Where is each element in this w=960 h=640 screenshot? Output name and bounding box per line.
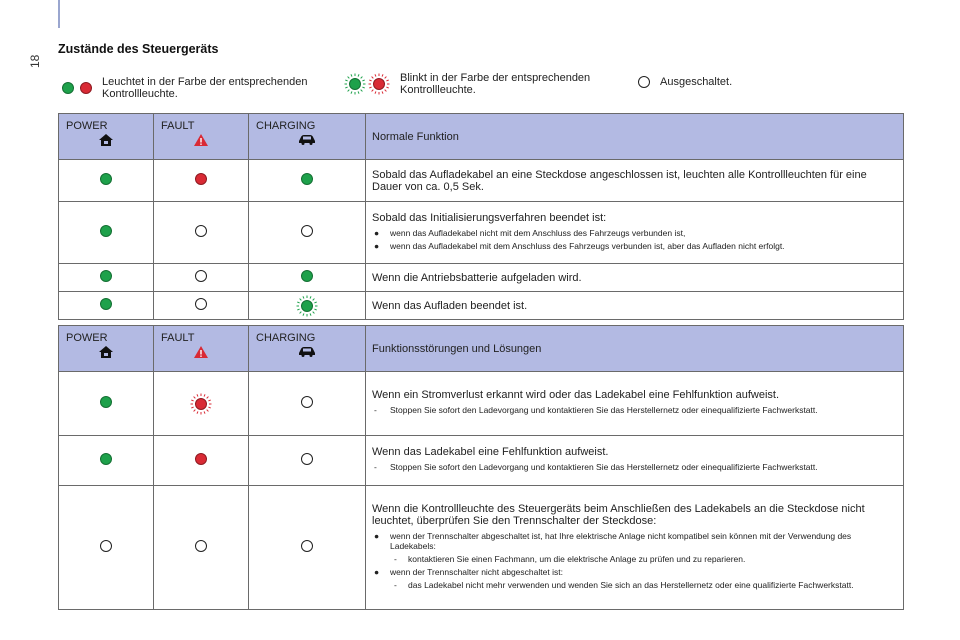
table-row <box>59 160 904 202</box>
table-row <box>59 372 904 436</box>
bullet-item <box>372 405 895 415</box>
green-lamp-icon <box>301 270 313 282</box>
bullet-text: das Ladekabel nicht mehr verwenden und wenden Sie sich an das Herstellernetz oder eine qualifizierte Fachwerkstatt. <box>408 579 854 590</box>
green-lamp-icon <box>100 298 112 310</box>
row-description-text: Wenn die Antriebsbatterie aufgeladen wird. <box>372 271 582 284</box>
bullet-list <box>372 462 895 472</box>
row-description <box>366 160 904 202</box>
bullet-list <box>372 228 895 251</box>
legend-off <box>638 76 890 88</box>
legend-blinking-text: Blinkt in der Farbe der entsprechenden Kontrollleuchte. <box>400 72 591 96</box>
warning-triangle-icon <box>155 346 247 368</box>
row-description <box>366 436 904 486</box>
column-header-fault <box>154 114 249 160</box>
power-lamp-cell <box>59 372 154 436</box>
bullet-marker: ● <box>374 566 380 577</box>
red-lamp-icon <box>195 173 207 185</box>
red-lamp-icon <box>80 82 92 94</box>
bullet-item <box>372 241 895 251</box>
column-label-charging: CHARGING <box>256 120 316 132</box>
table-row <box>59 202 904 264</box>
bullet-text: wenn der Trennschalter abgeschaltet ist, hat Ihre elektrische Anlage nicht kompatibel sein können mit der Verwendung des Ladekabels: <box>390 530 852 551</box>
charging-lamp-cell <box>249 264 366 292</box>
bullet-marker: - <box>374 462 377 472</box>
row-description-text: Sobald das Aufladekabel an eine Steckdose angeschlossen ist, leuchten alle Kontrollleuchten für eine Dauer von ca. 0,5 Sek. <box>372 168 867 193</box>
faults-solutions-table <box>58 325 904 610</box>
bullet-marker: ● <box>374 240 380 251</box>
column-label-power: POWER <box>66 120 108 132</box>
column-label-fault: FAULT <box>161 332 195 344</box>
normal-operation-table <box>58 113 904 320</box>
column-header-power <box>59 114 154 160</box>
bullet-item <box>372 531 895 551</box>
bullet-text: Stoppen Sie sofort den Ladevorgang und kontaktieren Sie das Herstellernetz oder einequalifizierte Fachwerkstatt. <box>390 405 818 415</box>
table-row <box>59 486 904 610</box>
bullet-marker: - <box>394 579 397 590</box>
car-icon <box>250 346 364 368</box>
power-lamp-cell <box>59 202 154 264</box>
green-lamp-icon <box>100 225 112 237</box>
row-description <box>366 264 904 292</box>
blinking-red-lamp-icon <box>368 73 390 95</box>
margin-rule <box>58 0 60 28</box>
table-row <box>59 264 904 292</box>
fault-lamp-cell <box>154 372 249 436</box>
bullet-item <box>372 462 895 472</box>
green-lamp-icon <box>100 173 112 185</box>
fault-lamp-cell <box>154 292 249 320</box>
lamp-off-icon <box>638 76 650 88</box>
power-lamp-cell <box>59 486 154 610</box>
table-header-row <box>59 326 904 372</box>
bullet-item <box>372 567 895 577</box>
green-lamp-icon <box>100 453 112 465</box>
row-description-text: Wenn das Ladekabel eine Fehlfunktion aufweist. <box>372 446 609 458</box>
bullet-item <box>372 228 895 238</box>
column-label-fault: FAULT <box>161 120 195 132</box>
bullet-list <box>372 531 895 590</box>
green-lamp-icon <box>100 270 112 282</box>
bullet-marker: ● <box>374 530 380 541</box>
table-row <box>59 292 904 320</box>
fault-lamp-cell <box>154 436 249 486</box>
bullet-text: wenn der Trennschalter nicht abgeschaltet ist: <box>390 566 563 577</box>
blinking-red-lamp-icon <box>190 393 212 415</box>
table-heading: Funktionsstörungen und Lösungen <box>366 326 904 372</box>
section-title: Zustände des Steuergeräts <box>58 42 219 56</box>
legend-steady <box>62 76 332 100</box>
lamp-off-icon <box>195 298 207 310</box>
table-row <box>59 436 904 486</box>
column-header-charging <box>249 326 366 372</box>
lamp-off-icon <box>301 453 313 465</box>
lamp-off-icon <box>195 540 207 552</box>
charging-lamp-cell <box>249 160 366 202</box>
blinking-green-lamp-icon <box>296 295 318 317</box>
bullet-marker: - <box>374 405 377 415</box>
car-icon <box>250 134 364 156</box>
lamp-off-icon <box>301 225 313 237</box>
lamp-off-icon <box>195 225 207 237</box>
bullet-item <box>372 580 895 590</box>
charging-lamp-cell <box>249 486 366 610</box>
bullet-marker: - <box>394 553 397 564</box>
row-description <box>366 292 904 320</box>
row-description <box>366 486 904 610</box>
bullet-text: wenn das Aufladekabel nicht mit dem Anschluss des Fahrzeugs verbunden ist, <box>390 227 686 238</box>
lamp-off-icon <box>301 396 313 408</box>
green-lamp-icon <box>62 82 74 94</box>
fault-lamp-cell <box>154 264 249 292</box>
row-description-text: Wenn das Aufladen beendet ist. <box>372 299 528 312</box>
row-description-text: Wenn ein Stromverlust erkannt wird oder das Ladekabel eine Fehlfunktion aufweist. <box>372 389 780 401</box>
fault-lamp-cell <box>154 202 249 264</box>
charging-lamp-cell <box>249 292 366 320</box>
charging-lamp-cell <box>249 436 366 486</box>
warning-triangle-icon <box>155 134 247 156</box>
house-plug-icon <box>60 346 152 368</box>
page-number: 18 <box>28 54 42 68</box>
row-description <box>366 202 904 264</box>
power-lamp-cell <box>59 160 154 202</box>
legend-blinking <box>344 72 630 96</box>
column-header-charging <box>249 114 366 160</box>
column-label-charging: CHARGING <box>256 332 316 344</box>
bullet-text: kontaktieren Sie einen Fachmann, um die elektrische Anlage zu prüfen und zu reparieren. <box>408 553 746 564</box>
bullet-list <box>372 405 895 415</box>
charging-lamp-cell <box>249 372 366 436</box>
row-description <box>366 372 904 436</box>
lamp-off-icon <box>195 270 207 282</box>
legend-steady-text: Leuchtet in der Farbe der entsprechenden Kontrollleuchte. <box>102 76 308 100</box>
house-plug-icon <box>60 134 152 156</box>
row-description-text: Sobald das Initialisierungsverfahren beendet ist: <box>372 211 607 224</box>
lamp-off-icon <box>301 540 313 552</box>
column-header-fault <box>154 326 249 372</box>
row-description-text: Wenn die Kontrollleuchte des Steuergeräts beim Anschließen des Ladekabels an die Steckdose nicht leuchtet, überprüfen Sie den Trennschalter der Steckdose: <box>372 502 865 527</box>
legend-off-text: Ausgeschaltet. <box>660 76 733 88</box>
green-lamp-icon <box>301 173 313 185</box>
blinking-green-lamp-icon <box>344 73 366 95</box>
power-lamp-cell <box>59 264 154 292</box>
bullet-text: wenn das Aufladekabel mit dem Anschluss des Fahrzeugs verbunden ist, aber das Aufladen nicht erfolgt. <box>390 240 785 251</box>
green-lamp-icon <box>100 396 112 408</box>
power-lamp-cell <box>59 436 154 486</box>
column-label-power: POWER <box>66 332 108 344</box>
bullet-text: Stoppen Sie sofort den Ladevorgang und kontaktieren Sie das Herstellernetz oder einequalifizierte Fachwerkstatt. <box>390 462 818 472</box>
bullet-marker: ● <box>374 227 380 238</box>
column-header-power <box>59 326 154 372</box>
table-heading: Normale Funktion <box>366 114 904 160</box>
charging-lamp-cell <box>249 202 366 264</box>
bullet-item <box>372 554 895 564</box>
fault-lamp-cell <box>154 486 249 610</box>
fault-lamp-cell <box>154 160 249 202</box>
table-header-row <box>59 114 904 160</box>
power-lamp-cell <box>59 292 154 320</box>
lamp-off-icon <box>100 540 112 552</box>
red-lamp-icon <box>195 453 207 465</box>
